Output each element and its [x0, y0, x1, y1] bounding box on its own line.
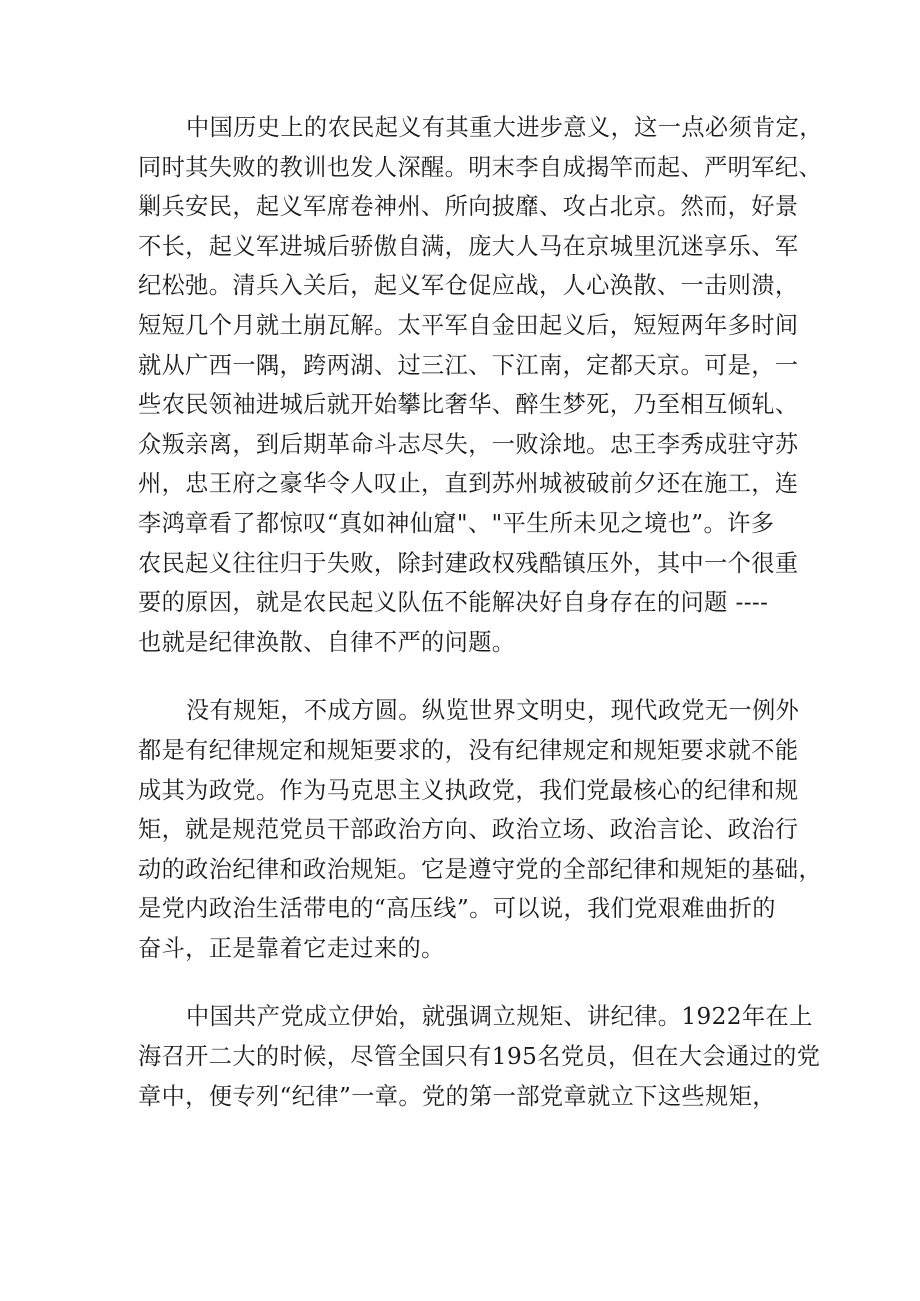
text-line: 矩，就是规范党员干部政治方向、政治立场、政治言论、政治行: [138, 816, 799, 844]
text-line: 没有规矩，不成方圆。纵览世界文明史，现代政党无一例外: [186, 697, 800, 725]
text-line: 奋斗，正是靠着它走过来的。: [138, 934, 445, 962]
paragraph-peasant-uprisings: [138, 108, 823, 662]
text-line: 短短几个月就土崩瓦解。太平军自金田起义后，短短两年多时间: [138, 311, 799, 339]
text-line: 就从广西一隅，跨两湖、过三江、下江南，定都天京。可是，一: [138, 351, 799, 379]
text-line: 纪松弛。清兵入关后，起义军仓促应战，人心涣散、一击则溃，: [138, 272, 799, 300]
text-line: 动的政治纪律和政治规矩。它是遵守党的全部纪律和规矩的基础，: [138, 855, 823, 883]
paragraph-party-founding: [138, 997, 821, 1116]
text-line: 都是有纪律规定和规矩要求的，没有纪律规定和规矩要求就不能: [138, 736, 799, 764]
text-line: 中国共产党成立伊始，就强调立规矩、讲纪律。1922年在上: [186, 1003, 813, 1031]
text-line: 众叛亲离，到后期革命斗志尽失，一败涂地。忠王李秀成驻守苏: [138, 430, 799, 458]
paragraph-rules-and-discipline: [138, 691, 823, 968]
text-line: 不长，起义军进城后骄傲自满，庞大人马在京城里沉迷享乐、军: [138, 232, 799, 260]
text-line: 成其为政党。作为马克思主义执政党，我们党最核心的纪律和规: [138, 776, 799, 804]
text-line: 海召开二大的时候，尽管全国只有195名党员，但在大会通过的党: [138, 1043, 821, 1071]
text-line: 同时其失败的教训也发人深醒。明末李自成揭竿而起、严明军纪、: [138, 153, 823, 181]
text-line: 中国历史上的农民起义有其重大进步意义，这一点必须肯定，: [186, 114, 823, 141]
text-line: 是党内政治生活带电的“高压线”。可以说，我们党艰难曲折的: [138, 895, 776, 923]
text-line: 州，忠王府之豪华令人叹止，直到苏州城被破前夕还在施工，连: [138, 470, 799, 498]
text-line: 也就是纪律涣散、自律不严的问题。: [138, 628, 516, 656]
text-line: 李鸿章看了都惊叹“真如神仙窟"、"平生所未见之境也”。许多: [138, 509, 775, 537]
text-line: 些农民领袖进城后就开始攀比奢华、醉生梦死，乃至相互倾轧、: [138, 391, 799, 419]
text-line: 剿兵安民，起义军席卷神州、所向披靡、攻占北京。然而，好景: [138, 193, 799, 221]
text-line: 农民起义往往归于失败，除封建政权残酷镇压外，其中一个很重: [138, 549, 799, 577]
text-line: 章中，便专列“纪律”一章。党的第一部党章就立下这些规矩，: [138, 1082, 776, 1110]
text-line: 要的原因，就是农民起义队伍不能解决好自身存在的问题 ----: [138, 589, 769, 617]
